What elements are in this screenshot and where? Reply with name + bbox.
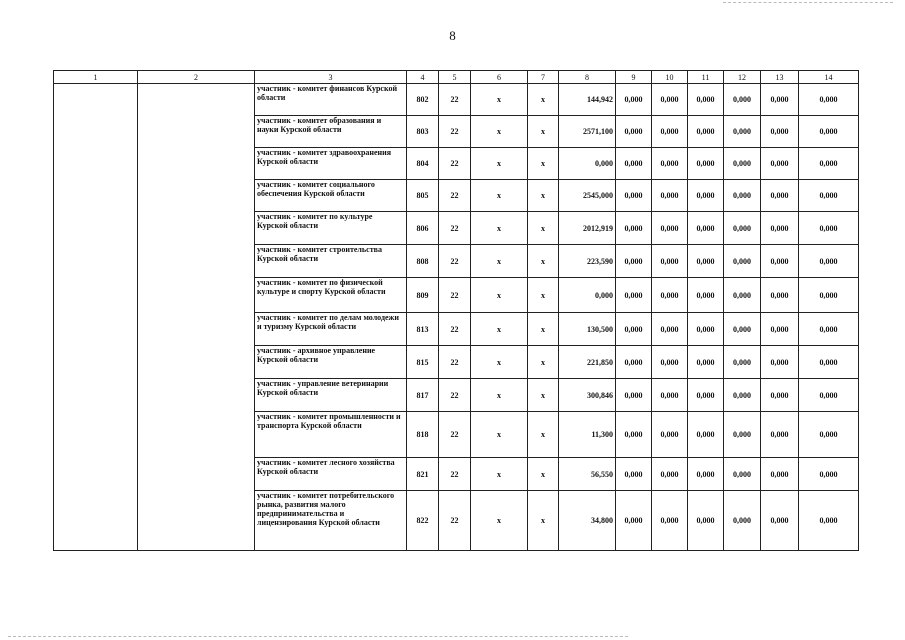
value-cell: 0,000	[761, 116, 799, 148]
section-cell: 22	[439, 379, 471, 412]
value-cell: 0,000	[799, 458, 859, 491]
value-cell: 0,000	[652, 278, 688, 313]
scan-artifact-top	[723, 2, 893, 3]
value-cell: 0,000	[724, 148, 761, 180]
value-cell: 0,000	[652, 84, 688, 116]
participant-cell: участник - комитет социального обеспечения Курской области	[255, 180, 407, 212]
code-cell: 822	[407, 491, 439, 551]
participant-cell: участник - комитет по культуре Курской области	[255, 212, 407, 245]
column-header: 2	[138, 71, 255, 84]
value-cell: 0,000	[616, 346, 652, 379]
header-row	[54, 71, 859, 84]
mark-cell: х	[528, 491, 559, 551]
value-cell: 0,000	[688, 148, 724, 180]
value-cell: 0,000	[761, 458, 799, 491]
mark-cell: х	[471, 346, 528, 379]
value-cell: 0,000	[616, 180, 652, 212]
participant-cell: участник - комитет потребительского рынка, развития малого предпринимательства и лицензирования Курской области	[255, 491, 407, 551]
value-cell: 0,000	[799, 116, 859, 148]
amount-cell: 2012,919	[559, 212, 616, 245]
code-cell: 806	[407, 212, 439, 245]
mark-cell: х	[528, 458, 559, 491]
column-header: 7	[528, 71, 559, 84]
value-cell: 0,000	[799, 180, 859, 212]
section-cell: 22	[439, 245, 471, 278]
value-cell: 0,000	[616, 84, 652, 116]
value-cell: 0,000	[688, 491, 724, 551]
value-cell: 0,000	[652, 245, 688, 278]
amount-cell: 0,000	[559, 278, 616, 313]
value-cell: 0,000	[724, 412, 761, 458]
value-cell: 0,000	[616, 458, 652, 491]
value-cell: 0,000	[761, 212, 799, 245]
value-cell: 0,000	[652, 116, 688, 148]
value-cell: 0,000	[799, 212, 859, 245]
column-header: 13	[761, 71, 799, 84]
value-cell: 0,000	[799, 313, 859, 346]
column-header: 8	[559, 71, 616, 84]
value-cell: 0,000	[652, 491, 688, 551]
section-cell: 22	[439, 148, 471, 180]
mark-cell: х	[528, 212, 559, 245]
column-header: 14	[799, 71, 859, 84]
value-cell: 0,000	[688, 313, 724, 346]
page-number: 8	[449, 28, 456, 43]
amount-cell: 130,500	[559, 313, 616, 346]
section-cell: 22	[439, 491, 471, 551]
value-cell: 0,000	[724, 84, 761, 116]
column-header: 10	[652, 71, 688, 84]
value-cell: 0,000	[724, 491, 761, 551]
value-cell: 0,000	[761, 491, 799, 551]
code-cell: 818	[407, 412, 439, 458]
value-cell: 0,000	[761, 313, 799, 346]
participant-cell: участник - комитет промышленности и транспорта Курской области	[255, 412, 407, 458]
code-cell: 804	[407, 148, 439, 180]
value-cell: 0,000	[688, 379, 724, 412]
value-cell: 0,000	[688, 245, 724, 278]
amount-cell: 223,590	[559, 245, 616, 278]
table-row	[54, 84, 859, 116]
value-cell: 0,000	[761, 180, 799, 212]
column-header: 11	[688, 71, 724, 84]
mark-cell: х	[528, 116, 559, 148]
value-cell: 0,000	[799, 148, 859, 180]
blank-cell-col1	[54, 84, 138, 551]
amount-cell: 34,800	[559, 491, 616, 551]
amount-cell: 11,300	[559, 412, 616, 458]
value-cell: 0,000	[652, 180, 688, 212]
value-cell: 0,000	[761, 412, 799, 458]
mark-cell: х	[528, 278, 559, 313]
amount-cell: 300,846	[559, 379, 616, 412]
section-cell: 22	[439, 84, 471, 116]
value-cell: 0,000	[688, 84, 724, 116]
mark-cell: х	[528, 313, 559, 346]
section-cell: 22	[439, 346, 471, 379]
code-cell: 809	[407, 278, 439, 313]
mark-cell: х	[471, 148, 528, 180]
value-cell: 0,000	[724, 458, 761, 491]
value-cell: 0,000	[688, 346, 724, 379]
value-cell: 0,000	[724, 116, 761, 148]
amount-cell: 2545,000	[559, 180, 616, 212]
amount-cell: 0,000	[559, 148, 616, 180]
value-cell: 0,000	[799, 245, 859, 278]
value-cell: 0,000	[616, 148, 652, 180]
value-cell: 0,000	[724, 180, 761, 212]
value-cell: 0,000	[688, 212, 724, 245]
scan-artifact-bottom	[8, 636, 628, 637]
section-cell: 22	[439, 212, 471, 245]
value-cell: 0,000	[688, 278, 724, 313]
column-header: 12	[724, 71, 761, 84]
value-cell: 0,000	[724, 346, 761, 379]
participant-cell: участник - комитет по делам молодежи и туризму Курской области	[255, 313, 407, 346]
value-cell: 0,000	[799, 412, 859, 458]
value-cell: 0,000	[724, 278, 761, 313]
code-cell: 805	[407, 180, 439, 212]
section-cell: 22	[439, 116, 471, 148]
value-cell: 0,000	[724, 379, 761, 412]
value-cell: 0,000	[652, 313, 688, 346]
mark-cell: х	[528, 245, 559, 278]
code-cell: 802	[407, 84, 439, 116]
blank-cell-col2	[138, 84, 255, 551]
mark-cell: х	[471, 412, 528, 458]
value-cell: 0,000	[761, 148, 799, 180]
value-cell: 0,000	[688, 116, 724, 148]
section-cell: 22	[439, 412, 471, 458]
mark-cell: х	[471, 278, 528, 313]
value-cell: 0,000	[761, 245, 799, 278]
value-cell: 0,000	[616, 379, 652, 412]
value-cell: 0,000	[688, 458, 724, 491]
amount-cell: 144,942	[559, 84, 616, 116]
mark-cell: х	[471, 491, 528, 551]
code-cell: 821	[407, 458, 439, 491]
mark-cell: х	[528, 379, 559, 412]
value-cell: 0,000	[761, 278, 799, 313]
code-cell: 813	[407, 313, 439, 346]
mark-cell: х	[471, 116, 528, 148]
value-cell: 0,000	[761, 379, 799, 412]
participant-cell: участник - комитет образования и науки Курской области	[255, 116, 407, 148]
value-cell: 0,000	[652, 458, 688, 491]
value-cell: 0,000	[761, 346, 799, 379]
participant-cell: участник - управление ветеринарии Курской области	[255, 379, 407, 412]
amount-cell: 2571,100	[559, 116, 616, 148]
budget-table	[53, 70, 859, 551]
mark-cell: х	[528, 180, 559, 212]
value-cell: 0,000	[652, 379, 688, 412]
mark-cell: х	[528, 84, 559, 116]
code-cell: 808	[407, 245, 439, 278]
mark-cell: х	[528, 148, 559, 180]
value-cell: 0,000	[616, 278, 652, 313]
mark-cell: х	[471, 180, 528, 212]
participant-cell: участник - архивное управление Курской области	[255, 346, 407, 379]
section-cell: 22	[439, 278, 471, 313]
mark-cell: х	[471, 212, 528, 245]
value-cell: 0,000	[652, 148, 688, 180]
mark-cell: х	[528, 346, 559, 379]
mark-cell: х	[471, 458, 528, 491]
column-header: 3	[255, 71, 407, 84]
value-cell: 0,000	[616, 491, 652, 551]
code-cell: 803	[407, 116, 439, 148]
amount-cell: 56,550	[559, 458, 616, 491]
value-cell: 0,000	[652, 412, 688, 458]
value-cell: 0,000	[799, 84, 859, 116]
section-cell: 22	[439, 180, 471, 212]
column-header: 4	[407, 71, 439, 84]
value-cell: 0,000	[799, 379, 859, 412]
value-cell: 0,000	[724, 245, 761, 278]
value-cell: 0,000	[799, 346, 859, 379]
mark-cell: х	[528, 412, 559, 458]
value-cell: 0,000	[799, 491, 859, 551]
code-cell: 815	[407, 346, 439, 379]
value-cell: 0,000	[688, 180, 724, 212]
column-header: 5	[439, 71, 471, 84]
value-cell: 0,000	[799, 278, 859, 313]
participant-cell: участник - комитет лесного хозяйства Курской области	[255, 458, 407, 491]
column-header: 1	[54, 71, 138, 84]
value-cell: 0,000	[652, 346, 688, 379]
column-header: 6	[471, 71, 528, 84]
code-cell: 817	[407, 379, 439, 412]
value-cell: 0,000	[652, 212, 688, 245]
value-cell: 0,000	[616, 245, 652, 278]
value-cell: 0,000	[761, 84, 799, 116]
value-cell: 0,000	[616, 313, 652, 346]
value-cell: 0,000	[724, 212, 761, 245]
table-body	[54, 84, 859, 551]
mark-cell: х	[471, 245, 528, 278]
value-cell: 0,000	[688, 412, 724, 458]
participant-cell: участник - комитет финансов Курской области	[255, 84, 407, 116]
section-cell: 22	[439, 313, 471, 346]
participant-cell: участник - комитет строительства Курской области	[255, 245, 407, 278]
participant-cell: участник - комитет по физической культуре и спорту Курской области	[255, 278, 407, 313]
mark-cell: х	[471, 313, 528, 346]
amount-cell: 221,850	[559, 346, 616, 379]
mark-cell: х	[471, 379, 528, 412]
value-cell: 0,000	[616, 212, 652, 245]
section-cell: 22	[439, 458, 471, 491]
value-cell: 0,000	[616, 116, 652, 148]
mark-cell: х	[471, 84, 528, 116]
participant-cell: участник - комитет здравоохранения Курской области	[255, 148, 407, 180]
value-cell: 0,000	[616, 412, 652, 458]
value-cell: 0,000	[724, 313, 761, 346]
column-header: 9	[616, 71, 652, 84]
